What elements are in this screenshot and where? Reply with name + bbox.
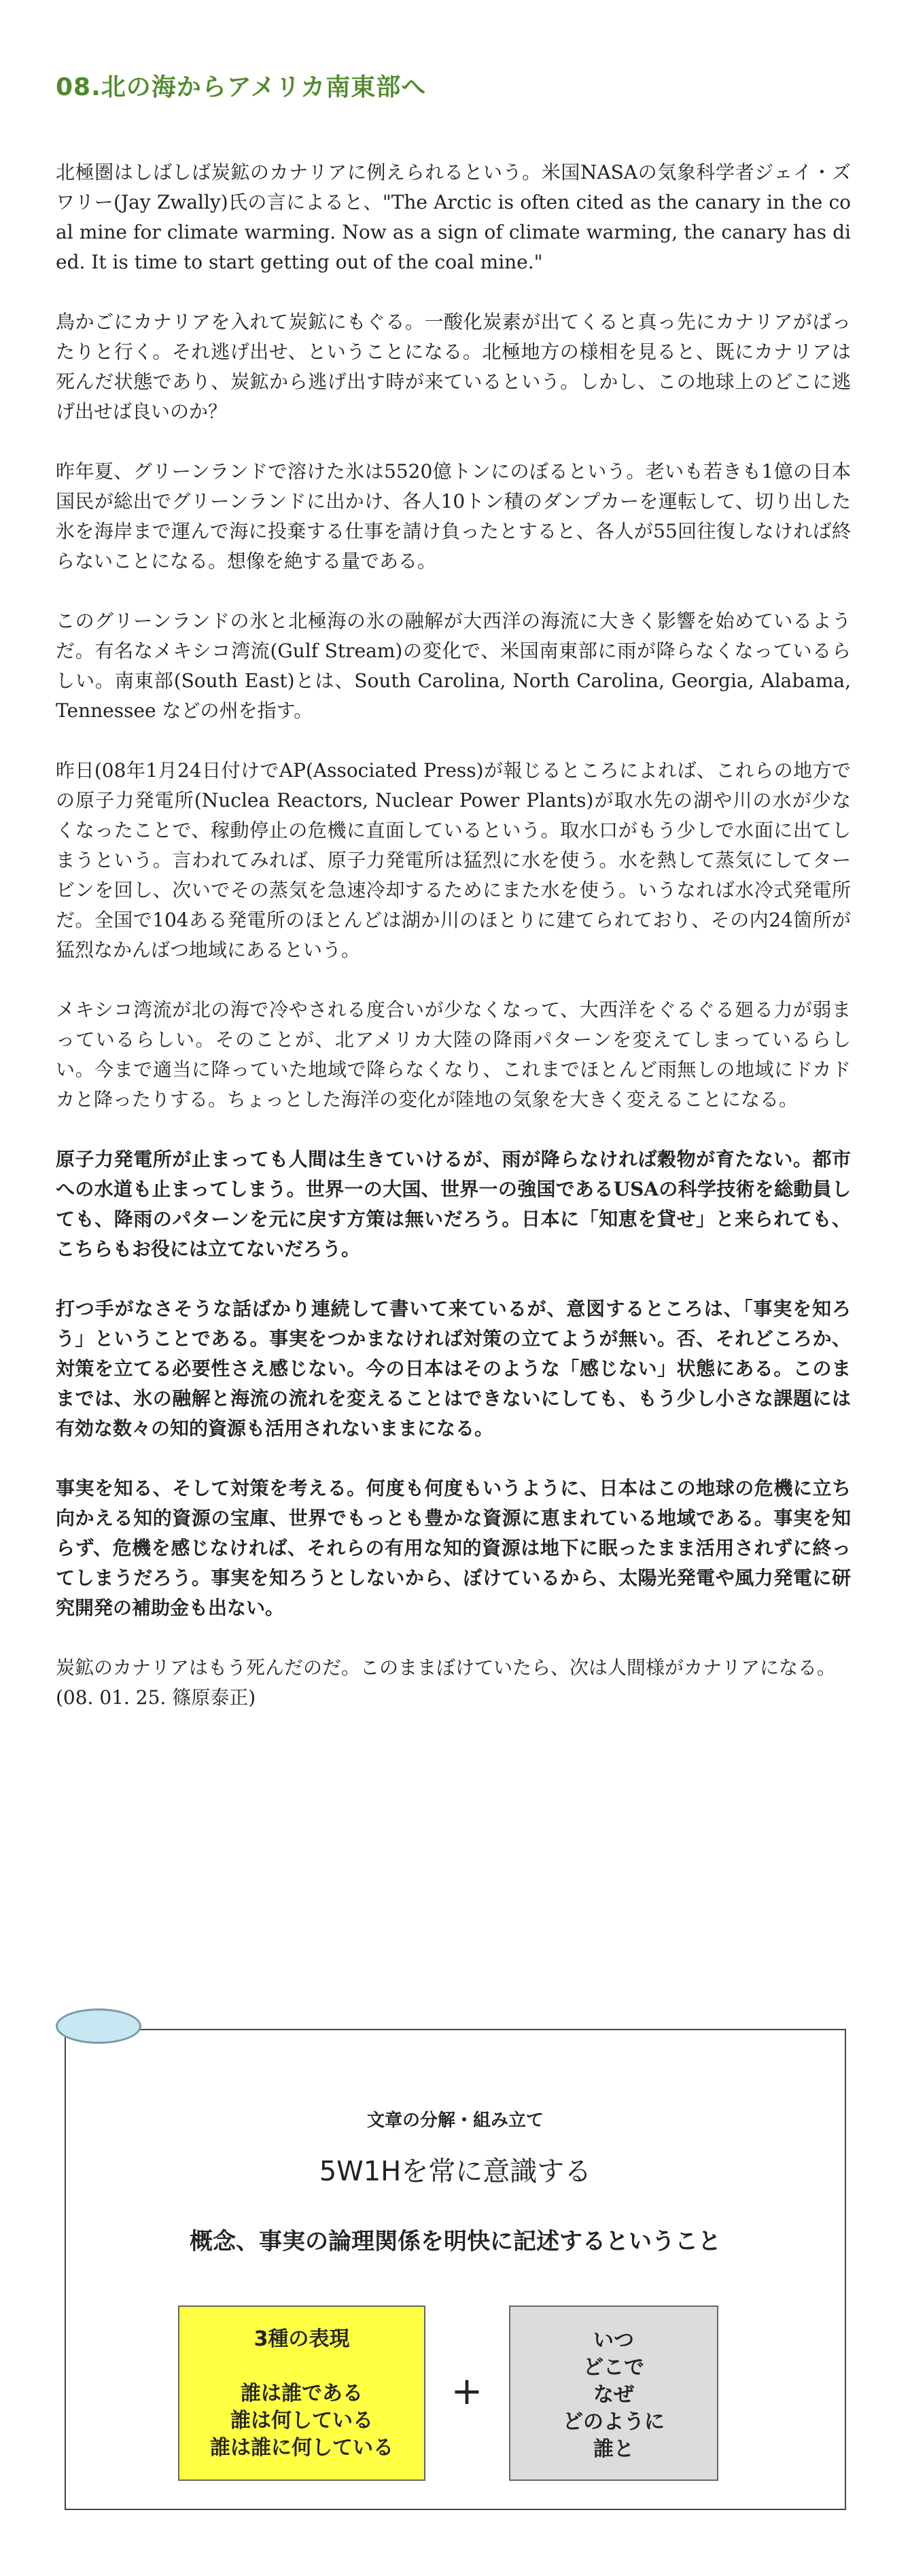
five-w-line: なぜ <box>593 2383 634 2407</box>
five-w-line: 誰と <box>593 2437 634 2461</box>
paragraph-2: 鳥かごにカナリアを入れて炭鉱にもぐる。一酸化炭素が出てくると真っ先にカナリアがばったりと行く。それ逃げ出せ、ということになる。北極地方の様相を見ると、既にカナリアは死んだ状態であり、炭鉱から逃げ出す時が来ているという。しかし、この地球上のどこに逃げ出せば良いのか？ <box>56 311 851 423</box>
speech-bubble-decoration <box>56 2008 141 2044</box>
signature: (08. 01. 25. 篠原泰正) <box>56 1686 256 1709</box>
box-heading: 文章の分解・組み立て <box>366 2110 544 2131</box>
paragraph-6: メキシコ湾流が北の海で冷やされる度合いが少なくなって、大西洋をぐるぐる廻る力が弱まっているらしい。そのことが、北アメリカ大陸の降雨パターンを変えてしまっているらしい。今まで適当に降っていた地域で降らなくなり、これまでほとんど雨無しの地域にドカドカと降ったりする。ちょっとした海洋の変化が陸地の気象を大きく変えることになる。 <box>56 998 851 1111</box>
page-title: 08.北の海からアメリカ南東部へ <box>56 73 427 101</box>
summary-box <box>65 2029 846 2510</box>
box-main-text: 5W1Hを常に意識する <box>319 2156 592 2187</box>
expression-line: 誰は誰に何している <box>210 2436 393 2460</box>
expression-types-box <box>178 2305 425 2481</box>
paragraph-7: 原子力発電所が止まっても人間は生きていけるが、雨が降らなければ穀物が育たない。都市への水道も止まってしまう。世界一の大国、世界一の強国であるUSAの科学技術を総動員しても、降雨のパターンを元に戻す方策は無いだろう。日本に「知恵を貸せ」と来られても、こちらもお役には立てないだろう。 <box>56 1148 851 1260</box>
paragraph-4: このグリーンランドの氷と北極海の氷の融解が大西洋の海流に大きく影響を始めているようだ。有名なメキシコ湾流(Gulf Stream)の変化で、米国南東部に雨が降らなくなっているらしい。南東部(South East)とは、South Carolina, North Carolina, Georgia, Alabama, Tennessee などの州を指す。 <box>56 610 851 722</box>
plus-sign: + <box>451 2369 483 2414</box>
paragraph-1: 北極圏はしばしば炭鉱のカナリアに例えられるという。米国NASAの気象科学者ジェイ・ズワリー(Jay Zwally)氏の言によると、"The Arctic is often cited as the canary in the coal mine for climate warming. Now as a sign of climate warming, the canary has died. It is time to start getting out of the coal mine." <box>56 161 851 273</box>
expression-line: 誰は何している <box>230 2409 373 2433</box>
article-body <box>56 158 851 1713</box>
expression-types-title: 3種の表現 <box>253 2327 350 2351</box>
five-w-line: どのように <box>563 2410 665 2434</box>
five-w-line: どこで <box>583 2356 644 2380</box>
five-w-line: いつ <box>593 2329 634 2352</box>
paragraph-8: 打つ手がなさそうな話ばかり連続して書いて来ているが、意図するところは、「事実を知ろう」ということである。事実をつかまなければ対策の立てようが無い。否、それどころか、対策を立てる必要性さえ感じない。今の日本はそのような「感じない」状態にある。このままでは、氷の融解と海流の流れを変えることはできないにしても、もう少し小さな課題には有効な数々の知的資源も活用されないままになる。 <box>56 1298 851 1440</box>
five-w-box <box>509 2305 718 2481</box>
box-subtitle: 概念、事実の論理関係を明快に記述するということ <box>190 2228 721 2255</box>
paragraph-3: 昨年夏、グリーンランドで溶けた氷は5520億トンにのぼるという。老いも若きも1億の日本国民が総出でグリーンランドに出かけ、各人10トン積のダンプカーを運転して、切り出した氷を海岸まで運んで海に投棄する仕事を請け負ったとすると、各人が55回往復しなければ終らないことになる。想像を絶する量である。 <box>56 460 851 572</box>
expression-line: 誰は誰である <box>241 2382 363 2405</box>
paragraph-5: 昨日(08年1月24日付けでAP(Associated Press)が報じるところによれば、これらの地方での原子力発電所(Nuclea Reactors, Nuclear Power Plants)が取水先の湖や川の水が少なくなったことで、稼動停止の危機に直面しているという。取水口がもう少しで水面に出てしまうという。言われてみれば、原子力発電所は猛烈に水を使う。水を熱して蒸気にしてタービンを回し、次いでその蒸気を急速冷却するためにまた水を使う。いうなれば水冷式発電所だ。全国で104ある発電所のほとんどは湖か川のほとりに建てられており、その内24箇所が猛烈なかんばつ地域にあるという。 <box>56 759 851 961</box>
paragraph-9: 事実を知る、そして対策を考える。何度も何度もいうように、日本はこの地球の危機に立ち向かえる知的資源の宝庫、世界でもっとも豊かな資源に恵まれている地域である。事実を知らず、危機を感じなければ、それらの有用な知的資源は地下に眠ったまま活用されずに終ってしまうだろう。事実を知ろうとしないから、ぼけているから、太陽光発電や風力発電に研究開発の補助金も出ない。 <box>56 1477 851 1619</box>
paragraph-10: 炭鉱のカナリアはもう死んだのだ。このままぼけていたら、次は人間様がカナリアになる。 <box>56 1656 837 1679</box>
